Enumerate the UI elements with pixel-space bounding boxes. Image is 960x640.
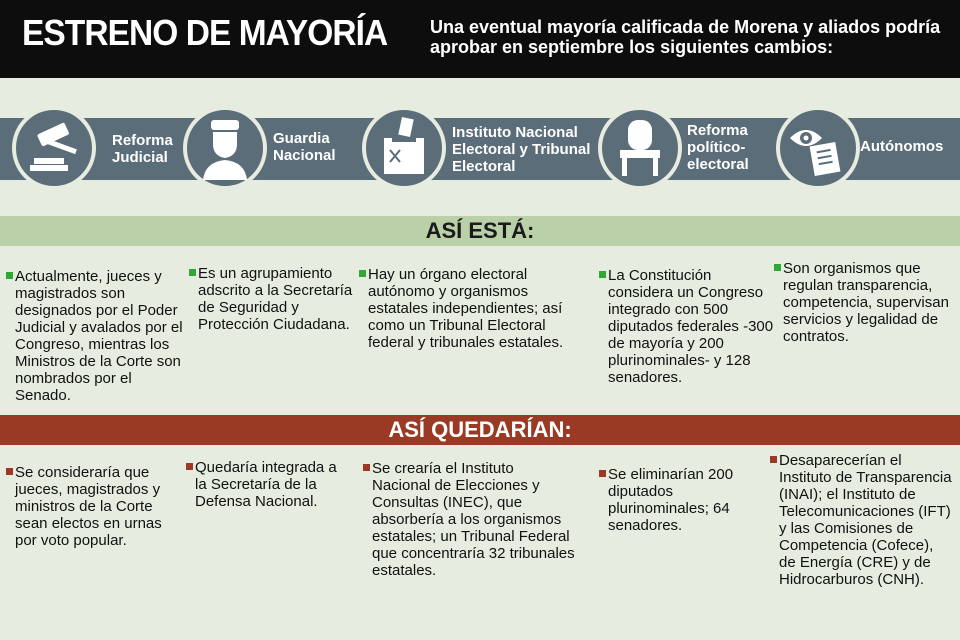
bullet-icon bbox=[359, 270, 366, 277]
bullet-icon bbox=[770, 456, 777, 463]
eye-documents-icon bbox=[784, 114, 852, 182]
page-title: ESTRENO DE MAYORÍA bbox=[22, 12, 388, 53]
category-circle-autonomos bbox=[776, 106, 860, 190]
bullet-icon bbox=[363, 464, 370, 471]
bullet-icon bbox=[599, 271, 606, 278]
bullet-icon bbox=[6, 468, 13, 475]
asi-quedarian-item-autonomos: Desaparecerían el Instituto de Transparencia (INAI); el Instituto de Telecomunicaciones (IFT) y las Comisiones de Competencia (Cofece), de Energía (CRE) y de Hidrocarburos (CNH). bbox=[770, 452, 954, 588]
category-circle-judicial bbox=[12, 106, 96, 190]
category-circle-politico bbox=[598, 106, 682, 190]
category-label-autonomos: Autónomos bbox=[860, 138, 944, 155]
category-label-guardia: Guardia Nacional bbox=[273, 130, 336, 164]
header bbox=[0, 0, 960, 78]
bullet-icon bbox=[6, 272, 13, 279]
category-circle-guardia bbox=[183, 106, 267, 190]
category-circle-ine bbox=[362, 106, 446, 190]
bullet-icon bbox=[186, 463, 193, 470]
asi-quedarian-item-judicial: Se consideraría que jueces, magistrados y ministros de la Corte sean electos en urnas por voto popular. bbox=[6, 464, 184, 549]
ballot-box-icon bbox=[370, 114, 438, 182]
asi-quedarian-item-politico: Se eliminarían 200 diputados plurinominales; 64 senadores. bbox=[599, 466, 769, 534]
asi-esta-item-judicial: Actualmente, jueces y magistrados son designados por el Poder Judicial y avalados por el Congreso, mientras los Ministros de la Corte son nombrados por el Senado. bbox=[6, 268, 184, 404]
gavel-icon bbox=[20, 114, 88, 182]
asi-quedarian-bar bbox=[0, 415, 960, 445]
asi-esta-heading: ASÍ ESTÁ: bbox=[425, 218, 535, 243]
bullet-icon bbox=[599, 470, 606, 477]
chair-icon bbox=[606, 114, 674, 182]
soldier-icon bbox=[191, 114, 259, 182]
category-label-politico: Reforma político-electoral bbox=[687, 122, 749, 173]
asi-esta-item-politico: La Constitución considera un Congreso integrado con 500 diputados federales -300 de mayoría y 200 plurinominales- y 128 senadores. bbox=[599, 267, 779, 386]
asi-esta-item-guardia: Es un agrupamiento adscrito a la Secretaría de Seguridad y Protección Ciudadana. bbox=[189, 265, 354, 333]
asi-quedarian-item-ine: Se crearía el Instituto Nacional de Elecciones y Consultas (INEC), que absorbería a los organismos estatales; un Tribunal Federal que concentraría 32 tribunales estatales. bbox=[363, 460, 575, 579]
asi-esta-bar bbox=[0, 216, 960, 246]
page-subtitle: Una eventual mayoría calificada de Morena y aliados podría aprobar en septiembre los siguientes cambios: bbox=[430, 17, 941, 57]
asi-esta-item-autonomos: Son organismos que regulan transparencia, competencia, supervisan servicios y legalidad de contratos. bbox=[774, 260, 954, 345]
asi-quedarian-heading: ASÍ QUEDARÍAN: bbox=[388, 417, 572, 442]
asi-quedarian-item-guardia: Quedaría integrada a la Secretaría de la Defensa Nacional. bbox=[186, 459, 346, 510]
category-label-judicial: Reforma Judicial bbox=[112, 132, 173, 166]
category-label-ine: Instituto Nacional Electoral y Tribunal Electoral bbox=[452, 124, 591, 175]
bullet-icon bbox=[774, 264, 781, 271]
bullet-icon bbox=[189, 269, 196, 276]
asi-esta-item-ine: Hay un órgano electoral autónomo y organismos estatales independientes; así como un Tribunal Electoral federal y tribunales estatales. bbox=[359, 266, 564, 351]
